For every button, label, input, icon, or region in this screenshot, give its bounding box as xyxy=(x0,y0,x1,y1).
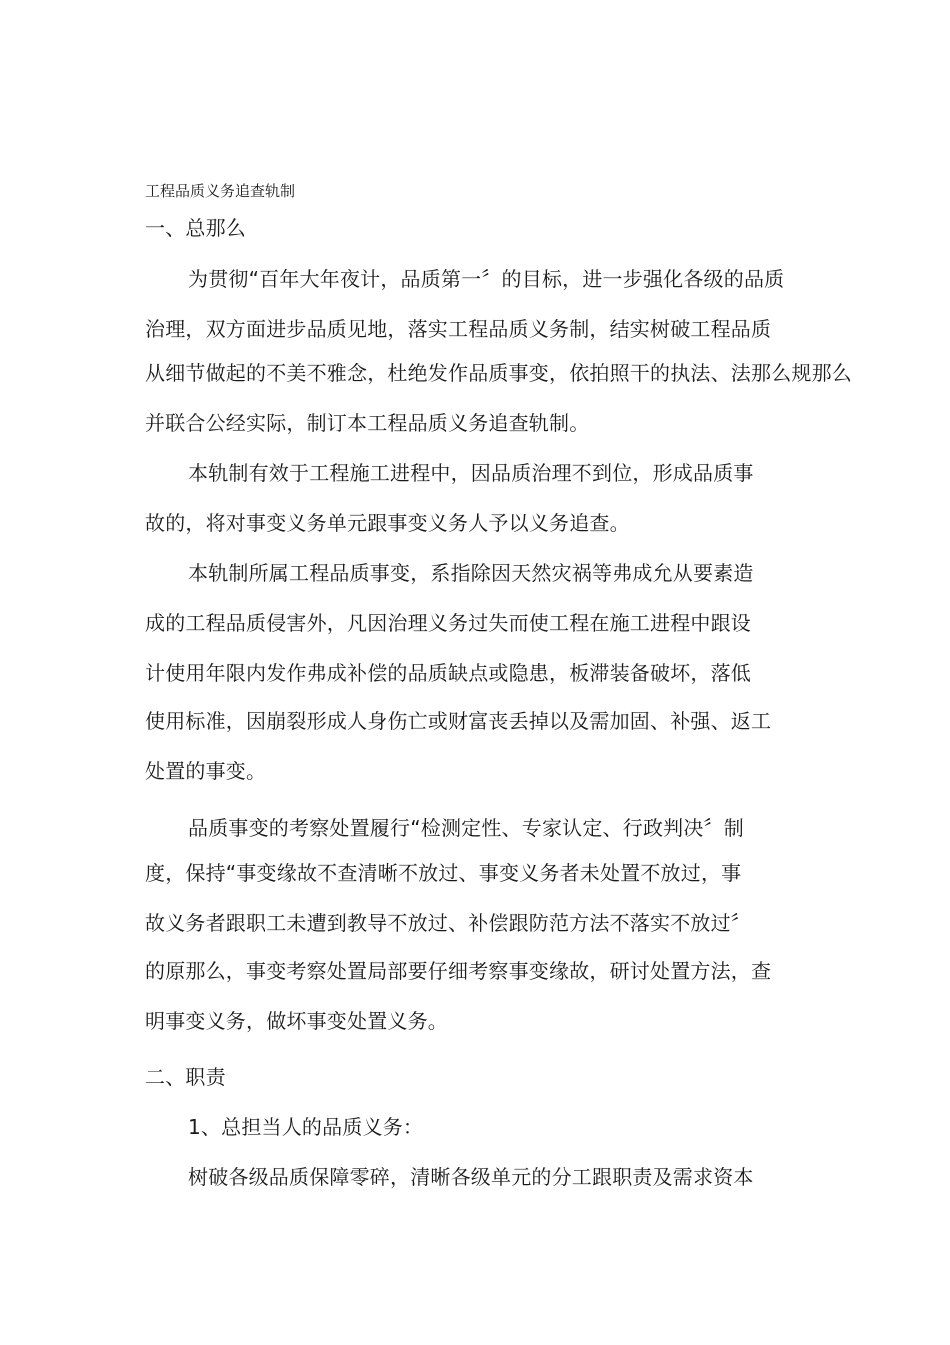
paragraph-line: 明事变义务，做坏事变处置义务。 xyxy=(145,1009,448,1033)
subsection-heading: 1、总担当人的品质义务： xyxy=(188,1115,424,1139)
paragraph-line: 本轨制有效于工程施工进程中，因品质治理不到位，形成品质事 xyxy=(188,461,754,485)
paragraph-line: 治理，双方面进步品质见地，落实工程品质义务制，结实树破工程品质 xyxy=(145,317,772,341)
paragraph-line: 成的工程品质侵害外，凡因治理义务过失而使工程在施工进程中跟设 xyxy=(145,611,751,635)
paragraph-line: 品质事变的考察处置履行“检测定性、专家认定、行政判决〞制 xyxy=(188,816,744,840)
paragraph-line: 故义务者跟职工未遭到教导不放过、补偿跟防范方法不落实不放过〞 xyxy=(145,911,751,935)
section-heading-duties: 二、职责 xyxy=(145,1065,226,1089)
paragraph-line: 计使用年限内发作弗成补偿的品质缺点或隐患，板滞装备破坏，落低 xyxy=(145,661,751,685)
paragraph-line: 并联合公经实际，制订本工程品质义务追查轨制。 xyxy=(145,411,590,435)
paragraph-line: 的原那么，事变考察处置局部要仔细考察事变缘故，研讨处置方法，查 xyxy=(145,959,772,983)
paragraph-line: 故的，将对事变义务单元跟事变义务人予以义务追查。 xyxy=(145,511,630,535)
paragraph-line: 树破各级品质保障零碎，清晰各级单元的分工跟职责及需求资本 xyxy=(188,1165,754,1189)
paragraph-line: 为贯彻“百年大年夜计，品质第一〞的目标，进一步强化各级的品质 xyxy=(188,267,785,291)
paragraph-line: 从细节做起的不美不雅念，杜绝发作品质事变，依拍照干的执法、法那么规那么 xyxy=(145,361,852,385)
paragraph-line: 本轨制所属工程品质事变，系指除因天然灾祸等弗成允从要素造 xyxy=(188,561,754,585)
paragraph-line: 度，保持“事变缘故不查清晰不放过、事变义务者未处置不放过，事 xyxy=(145,861,742,885)
paragraph-line: 处置的事变。 xyxy=(145,759,267,783)
document-title: 工程品质义务追查轨制 xyxy=(145,182,296,200)
section-heading-general: 一、总那么 xyxy=(145,216,246,240)
paragraph-line: 使用标准，因崩裂形成人身伤亡或财富丧丢掉以及需加固、补强、返工 xyxy=(145,709,772,733)
